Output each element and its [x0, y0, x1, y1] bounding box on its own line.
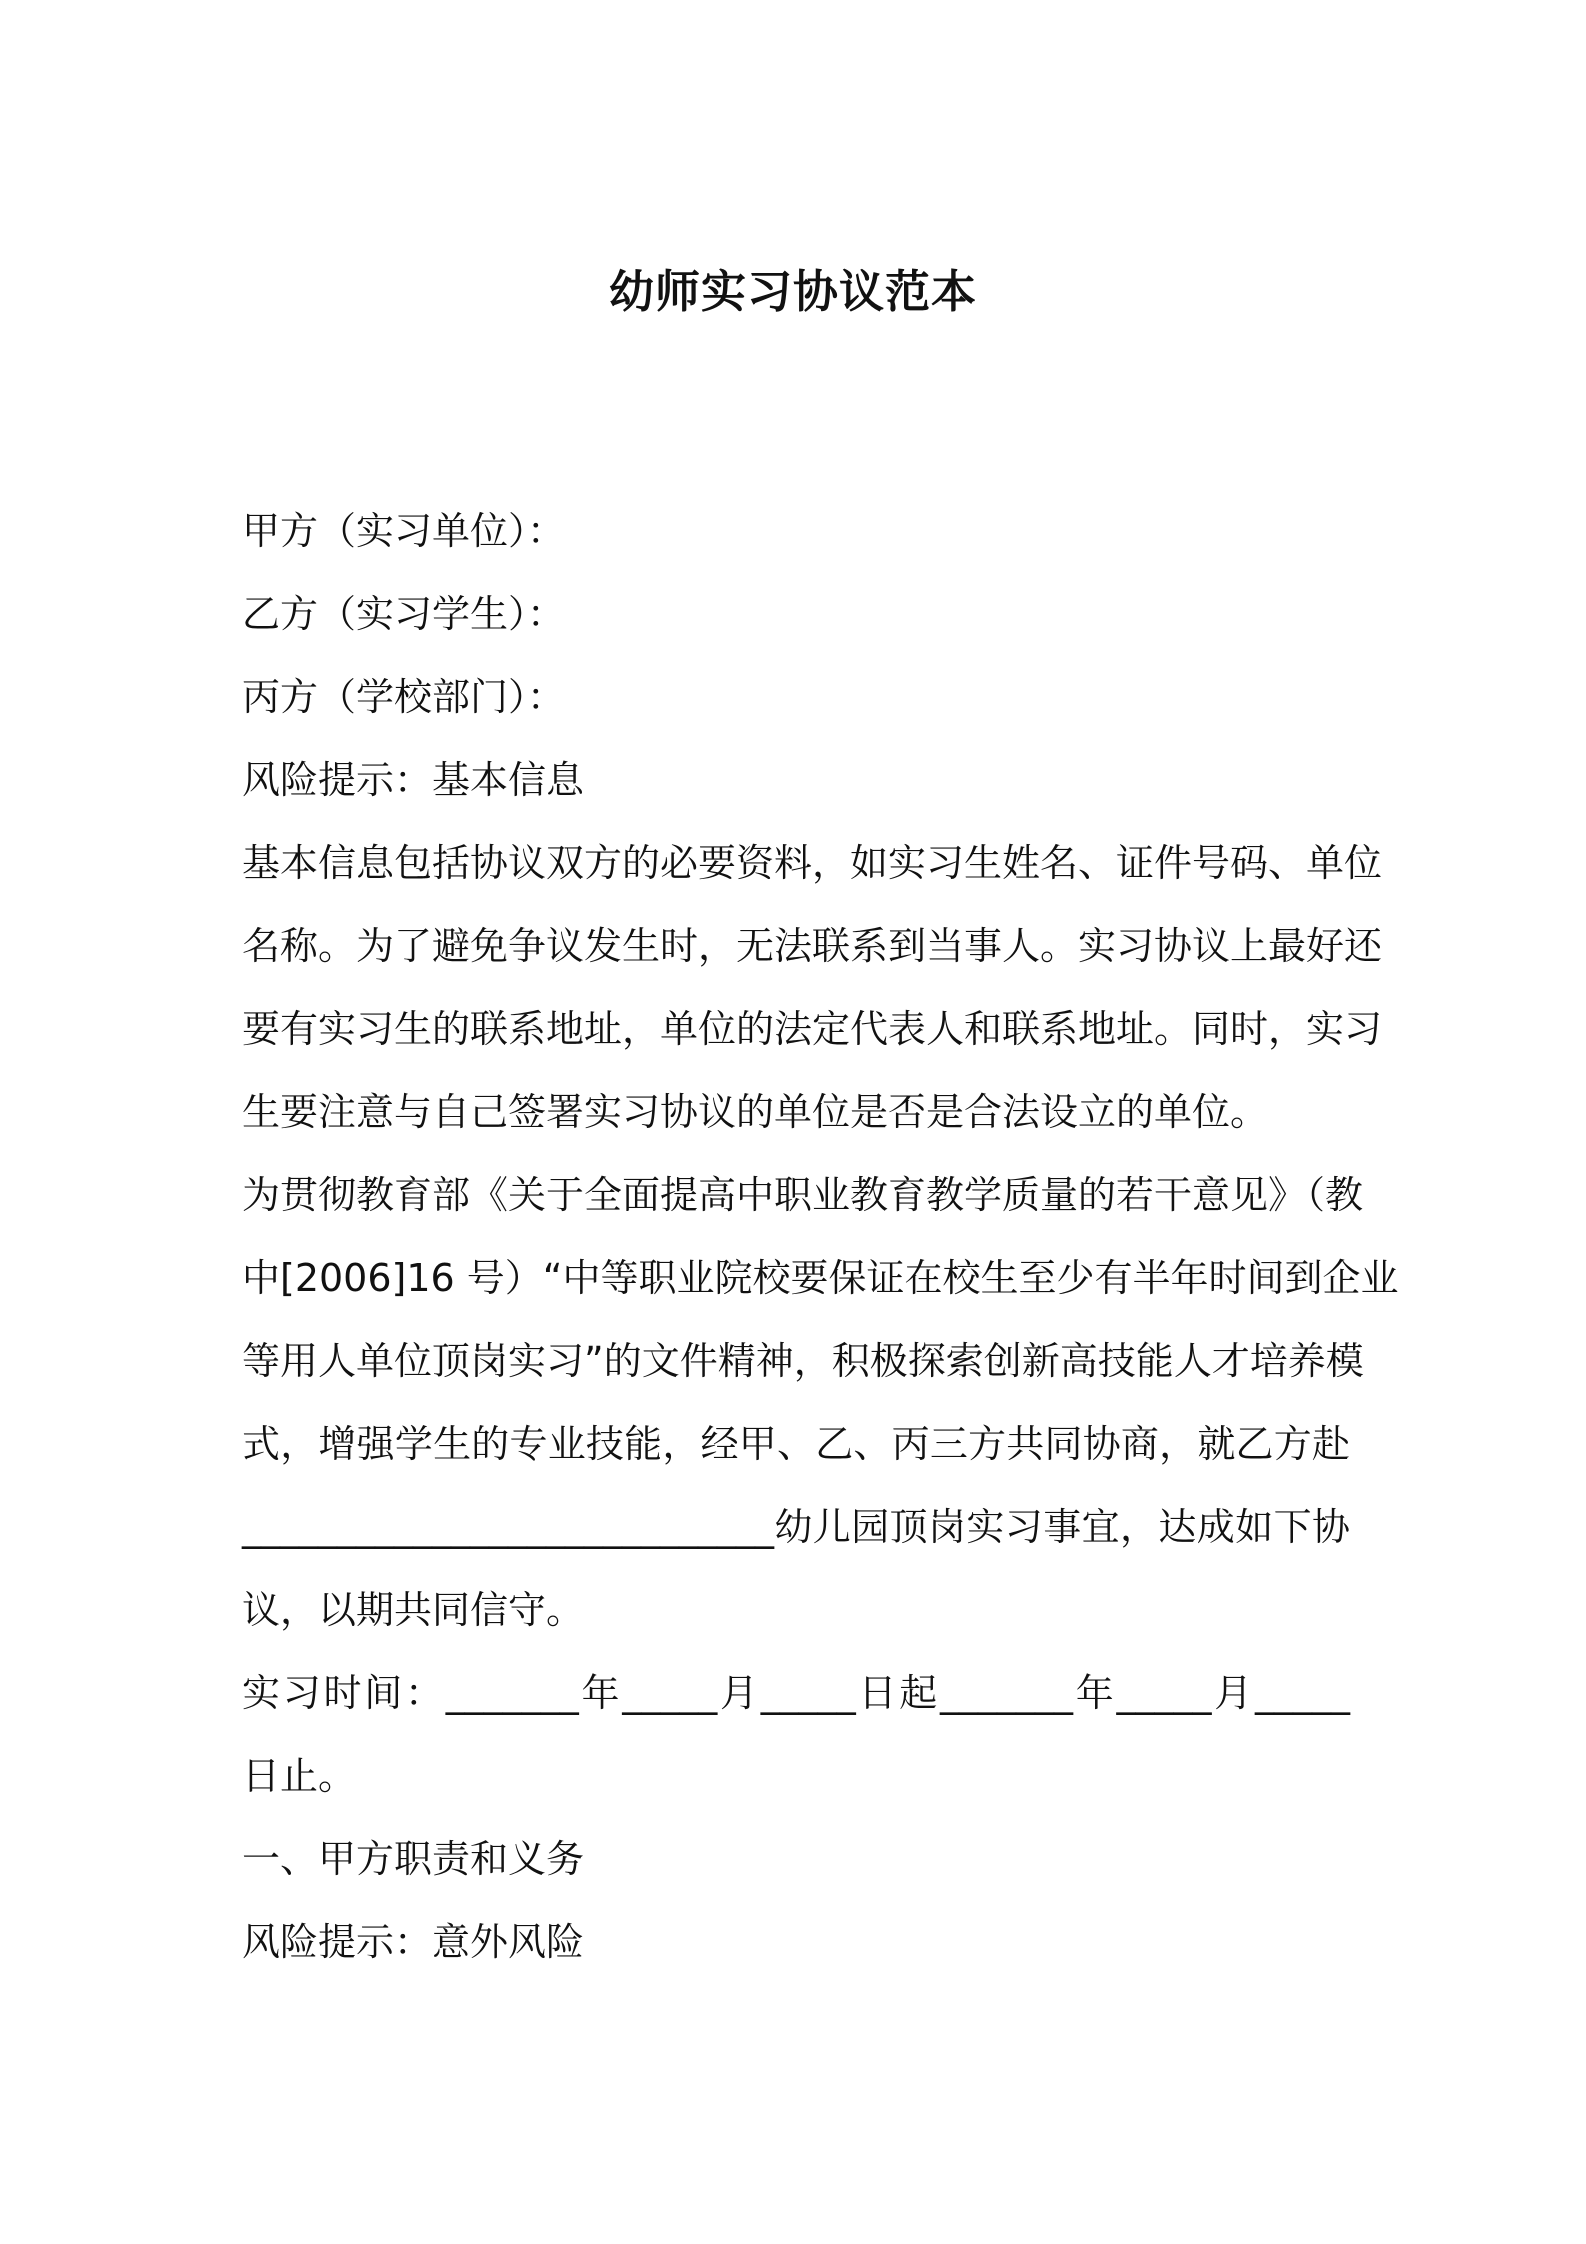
risk-note-accident: 风险提示：意外风险: [242, 1920, 585, 1964]
party-c-line: 丙方（学校部门）：: [242, 675, 566, 719]
document-body: [242, 490, 1399, 1984]
paragraph-line: 为贯彻教育部《关于全面提高中职业教育教学质量的若干意见》（教: [242, 1173, 1364, 1217]
risk-note-basic-info: 风险提示：基本信息: [242, 758, 585, 802]
paragraph-line: 要有实习生的联系地址，单位的法定代表人和联系地址。同时，实习: [242, 1007, 1383, 1051]
party-b-line: 乙方（实习学生）：: [242, 592, 566, 636]
paragraph-line: 等用人单位顶岗实习”的文件精神，积极探索创新高技能人才培养模: [242, 1339, 1364, 1383]
internship-period-end: 日止。: [242, 1754, 357, 1798]
paragraph-line: 议，以期共同信守。: [242, 1588, 585, 1632]
document-title: 幼师实习协议范本: [608, 265, 977, 318]
party-a-line: 甲方（实习单位）：: [242, 509, 566, 553]
paragraph-line: ____________________________幼儿园顶岗实习事宜，达成如下协: [242, 1505, 1350, 1549]
section-heading: 一、甲方职责和义务: [242, 1837, 585, 1881]
paragraph-line: 中[2006]16 号）“中等职业院校要保证在校生至少有半年时间到企业: [242, 1256, 1399, 1300]
internship-period-line: 实习时间：_______年_____月_____日起_______年_____月_____: [242, 1671, 1350, 1715]
paragraph-line: 基本信息包括协议双方的必要资料，如实习生姓名、证件号码、单位: [242, 841, 1383, 885]
paragraph-line: 名称。为了避免争议发生时，无法联系到当事人。实习协议上最好还: [242, 924, 1383, 968]
paragraph-line: 式，增强学生的专业技能，经甲、乙、丙三方共同协商，就乙方赴: [242, 1422, 1350, 1466]
paragraph-line: 生要注意与自己签署实习协议的单位是否是合法设立的单位。: [242, 1090, 1269, 1134]
